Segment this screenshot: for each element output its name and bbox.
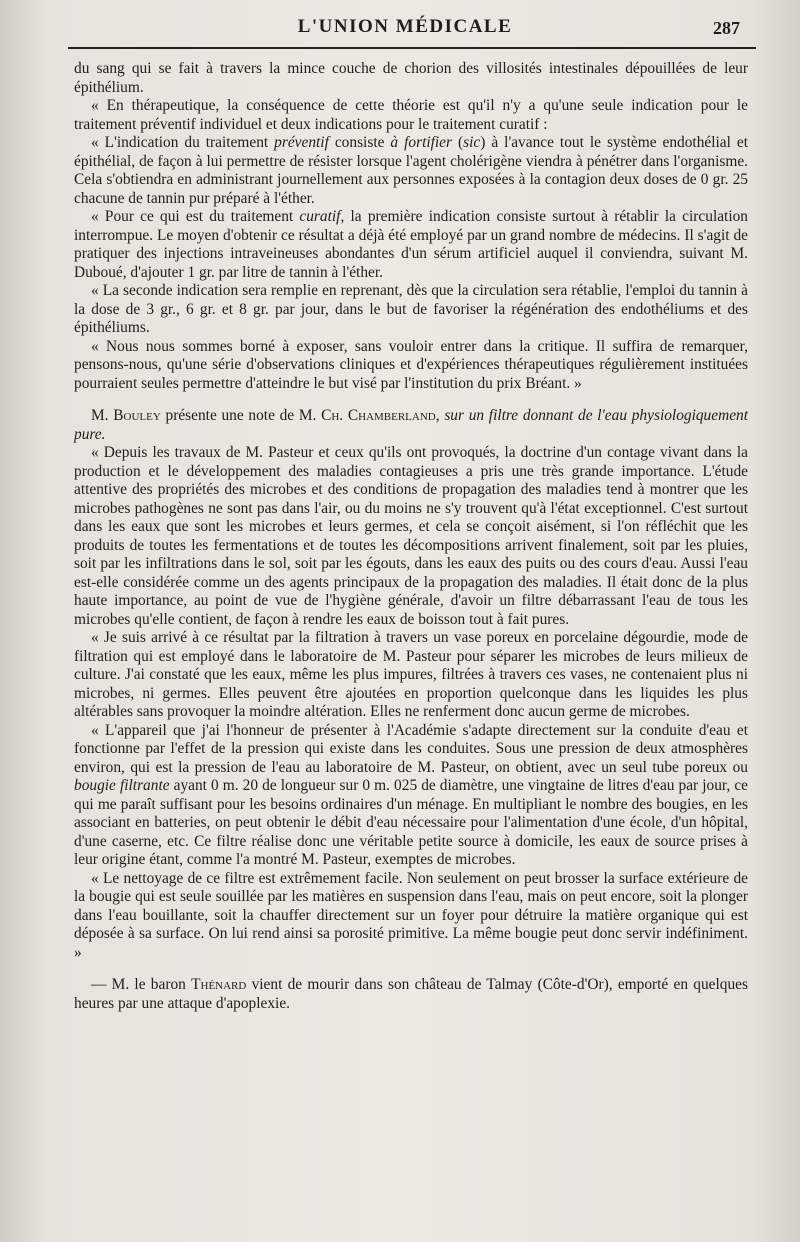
paragraph: « Depuis les travaux de M. Pasteur et ceux qu'ils ont provoqués, la doctrine d'un contage vivant dans la production et le développement des maladies contagieuses a pris une très grande importance. L'étude attentive des propriétés des microbes et des conditions de propagation des maladies tend à montrer que les microbes pathogènes ne sont pas dans l'air, ou du moins ne s'y trouvent qu'à l'état exceptionnel. C'est surtout dans les eaux que sont les microbes et leurs germes, et cela se conçoit aisément, si l'on réfléchit que les produits de toutes les fermentations et de toutes les décompositions arrivent finalement, soit par les pluies, soit par les infiltrations dans le sol, soit par les égouts, dans les eaux des puits ou des cours d'eau. Aussi l'eau est-elle considérée comme un des agents principaux de la propagation des maladies. Il était donc de la plus haute importance, au point de vue de l'hygiène générale, d'avoir un filtre débarrassant l'eau de tous les microbes qu'elle contient, de façon à rendre les eaux de boisson tout à fait pures. bbox=[74, 444, 748, 628]
text-run: « L'indication du traitement bbox=[91, 134, 275, 151]
article-body bbox=[74, 60, 748, 1212]
paragraph: « Le nettoyage de ce filtre est extrêmement facile. Non seulement on peut brosser la surface extérieure de la bougie qui est seule souillée par les matières en suspension dans l'eau, mais on peut encore, soit la plonger dans l'eau bouillante, soit la chauffer directement sur un foyer pour détruire la matière organique qui est déposée à sa surface. On lui rend ainsi sa porosité primitive. La même bougie peut donc servir indéfiniment. » bbox=[74, 869, 748, 961]
text-run: , la première indication consiste surtout à rétablir la circulation interrompue. Le moyen d'obtenir ce résultat a déjà été employé par un grand nombre de médecins. Il s'agit de pratiquer des injections intraveineuses abondantes d'un sérum artificiel auquel il conviendra, suivant M. Duboué, d'ajouter 1 gr. par litre de tannin à l'éther. bbox=[74, 208, 748, 281]
paragraph: du sang qui se fait à travers la mince couche de chorion des villosités intestinales dépouillées de leur épithélium. bbox=[74, 60, 748, 96]
paragraph bbox=[74, 976, 748, 1013]
italic-term: sic bbox=[463, 134, 481, 151]
text-run: M. bbox=[91, 407, 114, 424]
text-run: consiste bbox=[328, 134, 391, 151]
text-run: ) à l'avance tout le système endothélial et épithélial, de façon à lui permettre de résister lorsque l'agent cholérigène viendra à pénétrer dans l'organisme. Cela s'obtiendra en administrant journellement aux personnes exposées à la contagion deux doses de 0 gr. 25 chacune de tannin pur préparé à l'éther. bbox=[74, 134, 748, 207]
text-run: « Pour ce qui est du traitement bbox=[91, 208, 300, 225]
italic-term: bougie filtrante bbox=[74, 777, 170, 794]
paragraph: « Je suis arrivé à ce résultat par la filtration à travers un vase poreux en porcelaine dégourdie, mode de filtration qui est employé dans le laboratoire de M. Pasteur pour séparer les microbes de leurs milieux de culture. J'ai constaté que les eaux, même les plus impures, filtrées à travers ces vases, ne contenaient plus ni microbes, ni germes. Elles peuvent être ajoutées en proportion quelconque dans les liquides les plus altérables sans provoquer la moindre altération. Elles ne renferment donc aucun germe de microbes. bbox=[74, 629, 748, 720]
journal-title: L'UNION MÉDICALE bbox=[297, 16, 513, 37]
paragraph: « En thérapeutique, la conséquence de cette théorie est qu'il n'y a qu'une seule indication pour le traitement préventif individuel et deux indications pour le traitement curatif : bbox=[74, 97, 748, 133]
text-run: « L'appareil que j'ai l'honneur de présenter à l'Académie s'adapte directement sur la conduite d'eau et fonctionne par l'effet de la pression qui existe dans les conduites. Sous une pression de deux atmosphères environ, qui est la pression de l'eau au laboratoire de M. Pasteur, on obtient, avec un seul tube poreux ou bbox=[74, 721, 748, 776]
person-name: Bouley bbox=[113, 407, 161, 424]
text-run: , bbox=[435, 407, 445, 424]
running-head bbox=[70, 16, 740, 46]
paragraph bbox=[74, 407, 748, 444]
person-name: Ch. Chamberland bbox=[321, 407, 436, 424]
header-rule bbox=[68, 47, 756, 49]
paragraph bbox=[74, 208, 748, 282]
paragraph bbox=[74, 134, 748, 208]
text-run: présente une note de M. bbox=[160, 407, 322, 424]
text-run: — M. le baron bbox=[91, 976, 192, 993]
italic-term: à fortifier bbox=[390, 134, 452, 151]
note-title: sur un filtre donnant de l'eau physiologiquement pure. bbox=[74, 407, 748, 443]
text-run: ( bbox=[452, 134, 464, 151]
text-run: ayant 0 m. 20 de longueur sur 0 m. 025 de diamètre, une vingtaine de litres d'eau par jour, ce qui me paraît suffisant pour les besoins ordinaires d'un ménage. En multipliant le nombre des bougies, en les associant en batteries, on peut obtenir le débit d'eau nécessaire pour l'alimentation d'une école, d'un hôpital, d'une caserne, etc. Ce filtre réalise donc une véritable petite source à domicile, les eaux de source prises à leur origine étant, comme l'a montré M. Pasteur, exemptes de microbes. bbox=[74, 777, 749, 868]
text-run: vient de mourir dans son château de Talmay (Côte-d'Or), emporté en quelques heures par une attaque d'apoplexie. bbox=[74, 976, 748, 1012]
page-number: 287 bbox=[713, 18, 740, 38]
paragraph: « La seconde indication sera remplie en reprenant, dès que la circulation sera rétablie, l'emploi du tannin à la dose de 3 gr., 6 gr. et 8 gr. par jour, dans le but de favoriser la régénération des endothéliums et des épithéliums. bbox=[74, 282, 748, 336]
person-name: Thénard bbox=[191, 976, 247, 993]
italic-term: préventif bbox=[274, 134, 329, 151]
italic-term: curatif bbox=[299, 208, 341, 225]
paragraph bbox=[74, 722, 748, 870]
paragraph: « Nous nous sommes borné à exposer, sans vouloir entrer dans la critique. Il suffira de remarquer, pensons-nous, qu'une série d'observations cliniques et d'expériences thérapeutiques régulièrement instituées pourraient seules permettre d'atteindre le but visé par l'institution du prix Bréant. » bbox=[74, 337, 748, 392]
